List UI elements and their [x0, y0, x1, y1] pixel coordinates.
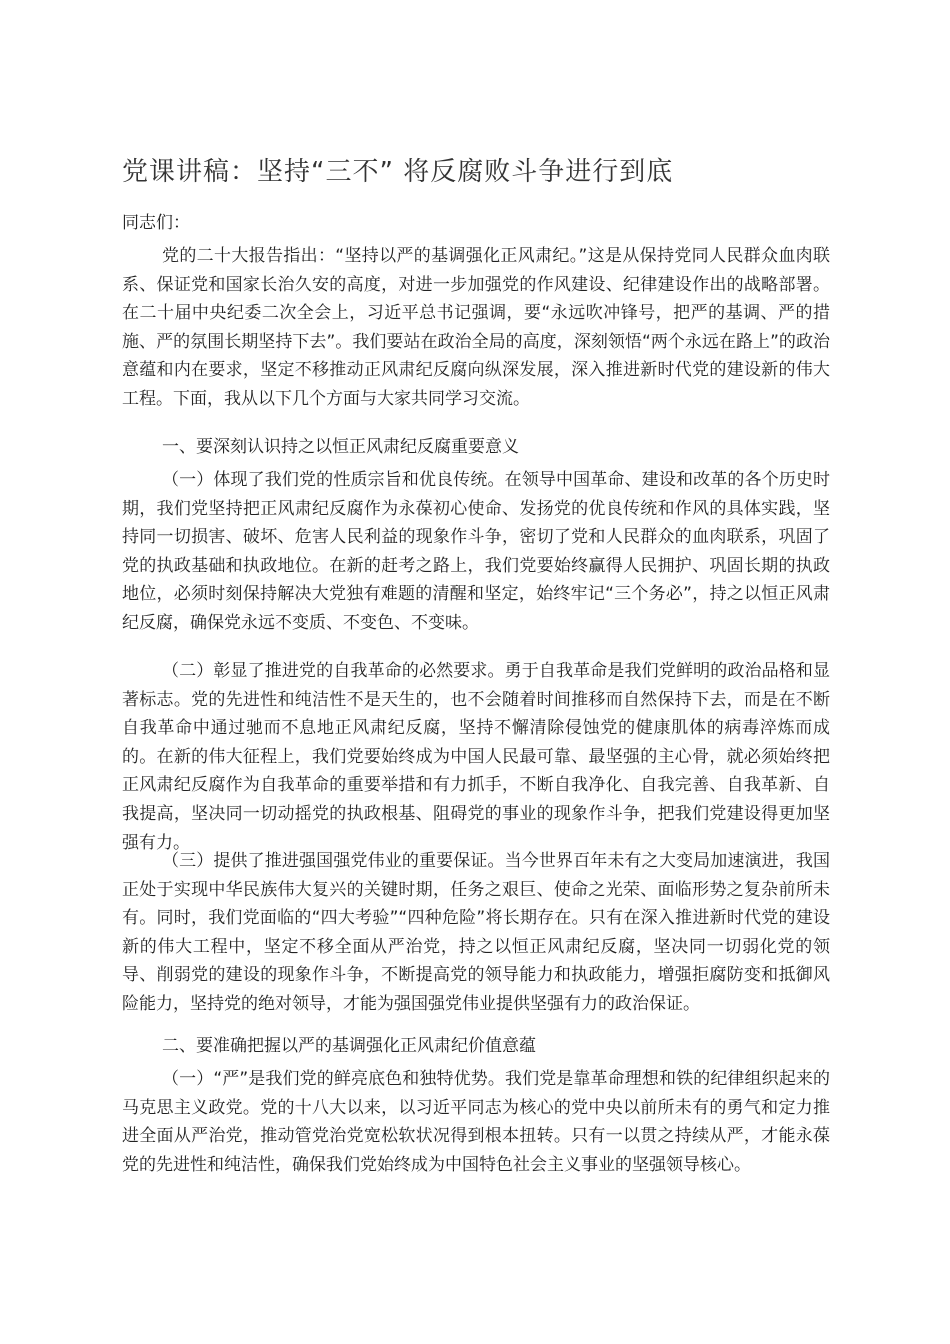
section-1-paragraph-3: （三）提供了推进强国强党伟业的重要保证。当今世界百年未有之大变局加速演进，我国正处于实现中华民族伟大复兴的关键时期，任务之艰巨、使命之光荣、面临形势之复杂前所未有。同时，我们党面临的“四大考验”“四种危险”将长期存在。只有在深入推进新时代党的建设新的伟大工程中，坚定不移全面从严治党，持之以恒正风肃纪反腐，坚决同一切弱化党的领导、削弱党的建设的现象作斗争，不断提高党的领导能力和执政能力，增强拒腐防变和抵御风险能力，坚持党的绝对领导，才能为强国强党伟业提供坚强有力的政治保证。 [122, 851, 830, 1014]
section-2-heading: 二、要准确把握以严的基调强化正风肃纪价值意蕴 [162, 1036, 536, 1056]
section-1-paragraph-1: （一）体现了我们党的性质宗旨和优良传统。在领导中国革命、建设和改革的各个历史时期，我们党坚持把正风肃纪反腐作为永葆初心使命、发扬党的优良传统和作风的具体实践，坚持同一切损害、破坏、危害人民利益的现象作斗争，密切了党和人民群众的血肉联系，巩固了党的执政基础和执政地位。在新的赶考之路上，我们党要始终赢得人民拥护、巩固长期的执政地位，必须时刻保持解决大党独有难题的清醒和坚定，始终牢记“三个务必”，持之以恒正风肃纪反腐，确保党永远不变质、不变色、不变味。 [122, 470, 830, 633]
document-title: 党课讲稿：坚持“三不” 将反腐败斗争进行到底 [122, 157, 674, 187]
section-2-paragraph-1: （一）“严”是我们党的鲜亮底色和独特优势。我们党是靠革命理想和铁的纪律组织起来的马克思主义政党。党的十八大以来，以习近平同志为核心的党中央以前所未有的勇气和定力推进全面从严治党，推动管党治党宽松软状况得到根本扭转。只有一以贯之持续从严，才能永葆党的先进性和纯洁性，确保我们党始终成为中国特色社会主义事业的坚强领导核心。 [122, 1069, 830, 1175]
greeting: 同志们： [122, 213, 190, 233]
section-1-paragraph-2: （二）彰显了推进党的自我革命的必然要求。勇于自我革命是我们党鲜明的政治品格和显著标志。党的先进性和纯洁性不是天生的，也不会随着时间推移而自然保持下去，而是在不断自我革命中通过驰而不息地正风肃纪反腐，坚持不懈清除侵蚀党的健康肌体的病毒淬炼而成的。在新的伟大征程上，我们党要始终成为中国人民最可靠、最坚强的主心骨，就必须始终把正风肃纪反腐作为自我革命的重要举措和有力抓手，不断自我净化、自我完善、自我革新、自我提高，坚决同一切动摇党的执政根基、阻碍党的事业的现象作斗争，把我们党建设得更加坚强有力。 [122, 661, 830, 853]
intro-paragraph: 党的二十大报告指出：“坚持以严的基调强化正风肃纪。”这是从保持党同人民群众血肉联系、保证党和国家长治久安的高度，对进一步加强党的作风建设、纪律建设作出的战略部署。在二十届中央纪委二次全会上，习近平总书记强调，要“永远吹冲锋号，把严的基调、严的措施、严的氛围长期坚持下去”。我们要站在政治全局的高度，深刻领悟“两个永远在路上”的政治意蕴和内在要求，坚定不移推动正风肃纪反腐向纵深发展，深入推进新时代党的建设新的伟大工程。下面，我从以下几个方面与大家共同学习交流。 [122, 246, 830, 409]
section-1-heading: 一、要深刻认识持之以恒正风肃纪反腐重要意义 [162, 437, 519, 457]
